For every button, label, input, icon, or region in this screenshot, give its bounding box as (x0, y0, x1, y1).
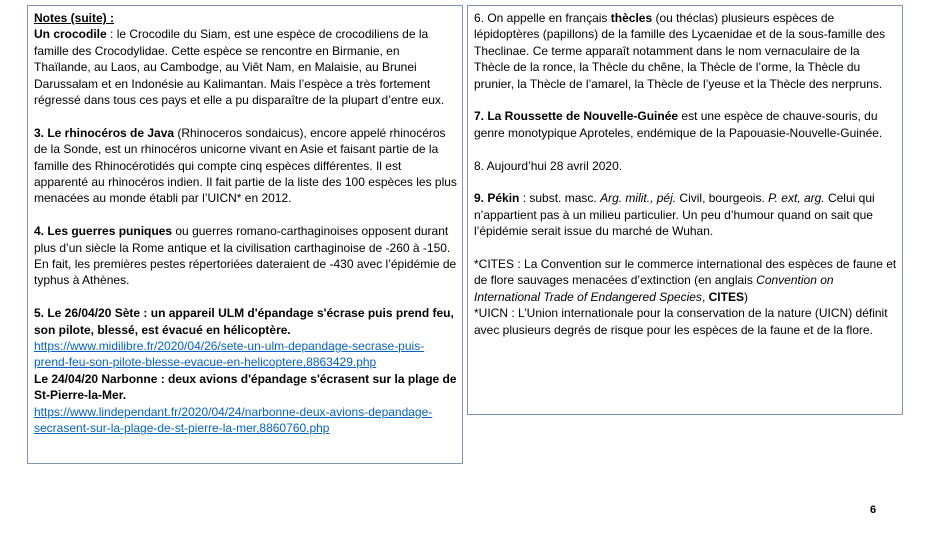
note-6 (474, 10, 897, 92)
note-2-text: : le Crocodile du Siam, est une espèce de crocodiliens de la famille des Crocodylidae. Cette espèce se rencontre en Birmanie, en Thaïlande, au Laos, au Cambodge, au Viêt Nam, en Malaisie, au Brunei Darussalam et en Indonésie au Kalimantan. Mais l’espèce a très fortement régressé dans tous ces pays et elle a pu disparaître de la plupart d’entre eux. (34, 27, 445, 108)
cites-term: *CITES : (474, 257, 521, 272)
cites-text-b: , (701, 289, 709, 304)
cites-text-c: ) (743, 289, 748, 304)
note-5-link-narbonne[interactable]: https://www.lindependant.fr/2020/04/24/narbonne-deux-avions-depandage-secrasent-sur-la-plage-de-st-pierre-la-mer,8860760.php (34, 404, 433, 436)
note-6-text: (ou théclas) plusieurs espèces de lépidoptères (papillons) de la famille des Lycaenidae et de la sous-famille des Theclinae. Ce terme apparaît notamment dans le nom vernaculaire de la Thècle de la ronce, la Thècle du chêne, la Thècle de l’orme, la Thècle du prunier, la Thècle de l’amarel, la Thècle de l’yeuse et la Thècle des nerpruns. (474, 11, 886, 91)
note-4-term: 4. Les guerres puniques (34, 224, 173, 239)
note-4 (34, 223, 457, 289)
note-8 (474, 158, 897, 174)
note-3 (34, 125, 457, 207)
notes-heading: Notes (suite) : (34, 11, 115, 25)
page-number: 6 (870, 504, 877, 516)
note-9-italic-1: Arg. milit., péj. (600, 191, 677, 206)
cites-text-a: La Convention sur le commerce international des espèces de faune et de flore sauvages menacées d’extinction (en anglais (474, 257, 897, 288)
note-9 (474, 190, 897, 239)
note-2 (34, 10, 457, 108)
note-5-title: 5. Le 26/04/20 Sète : un appareil ULM d'épandage s'écrase puis prend feu, son pilote, blessé, est évacué en hélicoptère. (34, 306, 454, 337)
note-5-title-2: Le 24/04/20 Narbonne : deux avions d'épandage s'écrasent sur la plage de St-Pierre-la-Mer. (34, 371, 457, 403)
note-9-text-a: : subst. masc. (519, 191, 601, 206)
note-9-text-c: Celui qui n’appartient pas à un milieu particulier. Un peu d’humour quand on sait que l’épidémie serait issue du marché de Wuhan. (474, 191, 875, 239)
note-9-text-b: Civil, bourgeois. (676, 191, 769, 206)
note-2-term: Un crocodile (34, 27, 107, 42)
note-6-term: thècles (610, 11, 653, 25)
note-5-link-sete[interactable]: https://www.midilibre.fr/2020/04/26/sete-un-ulm-depandage-secrase-puis-prend-feu-son-pilote-blesse-evacue-en-helicoptere,8863429.php (34, 339, 425, 370)
note-7-term: 7. La Roussette de Nouvelle-Guinée (474, 109, 679, 124)
cites-abbr: CITES (708, 289, 744, 304)
note-5 (34, 305, 457, 436)
note-3-term: 3. Le rhinocéros de Java (34, 125, 175, 140)
notes-right-panel (467, 5, 903, 415)
note-9-italic-2: P. ext, arg. (768, 191, 825, 206)
notes-left-panel (27, 5, 463, 464)
cites-english-name: Convention on International Trade of Endangered Species (474, 273, 834, 304)
note-8-text: 8. Aujourd’hui 28 avril 2020. (474, 158, 623, 173)
note-3-text: (Rhinoceros sondaicus), encore appelé rhinocéros de la Sonde, est un rhinocéros unicorne vivant en Asie et faisant partie de la famille des Rhinocérotidés qui compte cinq espèces différentes. Il est apparenté au rhinocéros indien. Il fait partie de la liste des 100 espèces les plus menacées au monde établi par l’UICN* en 2012. (34, 125, 457, 206)
note-7 (474, 108, 897, 141)
note-9-term: 9. Pékin (474, 191, 520, 206)
uicn-term: *UICN : (474, 306, 515, 321)
note-6-intro: 6. On appelle en français (474, 11, 611, 25)
uicn-text: L’Union internationale pour la conservation de la nature (UICN) définit avec plusieurs degrés de risque pour les espèces de la faune et de la flore. (474, 306, 888, 337)
note-cites-uicn (474, 256, 897, 338)
note-4-text: ou guerres romano-carthaginoises opposent durant plus d’un siècle la Rome antique et la civilisation carthaginoise de -260 à -150. En fait, les premières pestes répertoriées dateraient de -430 avec l’épidémie de typhus à Athènes. (34, 224, 457, 288)
note-7-text: est une espèce de chauve-souris, du genre monotypique Aproteles, endémique de la Papouasie-Nouvelle-Guinée. (474, 109, 883, 140)
